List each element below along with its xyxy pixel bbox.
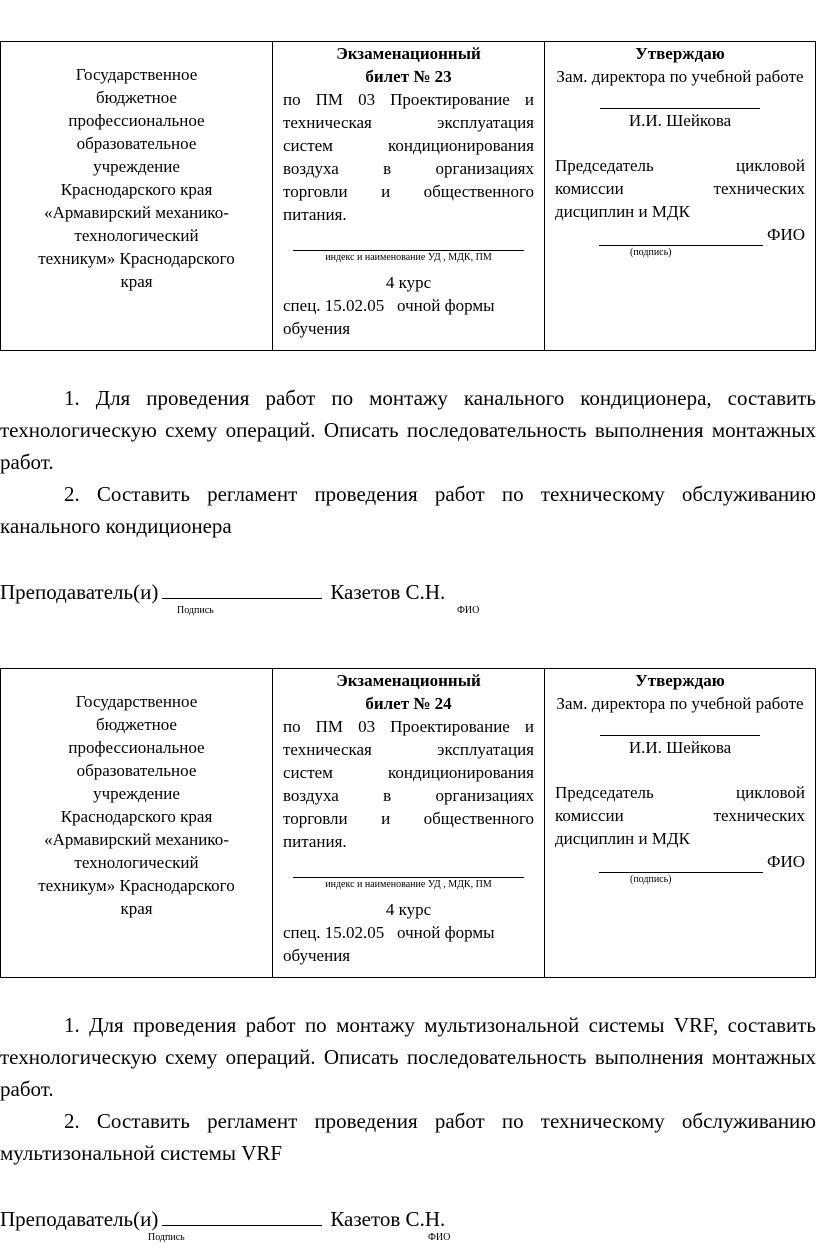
subject-line: торговли и общественного (283, 182, 534, 201)
subject-line: систем кондиционирования (283, 763, 534, 782)
director-name: И.И. Шейкова (628, 111, 732, 130)
signature-caption: (подпись) (630, 247, 672, 258)
institution-line: «Армавирский механико- (44, 830, 229, 849)
subject-line: техническая эксплуатация (283, 740, 534, 759)
ticket-header-table (0, 668, 816, 978)
subject-line: по ПМ 03 Проектирование и (283, 90, 534, 109)
subject-line: воздуха в организациях (283, 159, 534, 178)
teacher-row (0, 578, 816, 604)
subject-line: питания. (283, 205, 347, 224)
director-signature-line (600, 725, 760, 736)
institution-cell (1, 42, 273, 351)
institution-line: бюджетное (96, 715, 177, 734)
signature-caption: (подпись) (630, 874, 672, 885)
chair-fio-row (555, 850, 805, 873)
institution-line: образовательное (76, 761, 197, 780)
chair-fio-row (555, 223, 805, 246)
approval-cell (545, 42, 816, 351)
institution-line: Краснодарского края (60, 807, 213, 826)
fio-caption: ФИО (457, 605, 480, 616)
institution-cell (1, 669, 273, 978)
chair-line: дисциплин и МДК (555, 829, 690, 848)
index-caption: индекс и наименование УД , МДК, ПМ (325, 879, 492, 890)
task-2: 2. Составить регламент проведения работ по техническому обслуживанию канального кондиционера (0, 482, 816, 538)
subject-line: торговли и общественного (283, 809, 534, 828)
chair-line: Председатель цикловой (555, 783, 805, 802)
teacher-signature-line (162, 1205, 322, 1226)
fio-caption: ФИО (428, 1232, 451, 1243)
course: 4 курс (385, 900, 432, 919)
institution-line: Государственное (75, 65, 198, 84)
tasks (0, 382, 816, 542)
specialty-last: обучения (283, 946, 351, 965)
chair-line: комиссии технических (555, 806, 805, 825)
ticket-title: Экзаменационный (336, 671, 481, 690)
teacher-label: Преподаватель(и) (0, 1207, 159, 1231)
course: 4 курс (385, 273, 432, 292)
institution-line: края (120, 272, 153, 291)
specialty: спец. 15.02.05 очной формы (283, 923, 495, 942)
chair-line: Председатель цикловой (555, 156, 805, 175)
subject-line: техническая эксплуатация (283, 113, 534, 132)
ticket-number: билет № 24 (365, 694, 452, 713)
institution-line: техникум» Краснодарского (38, 249, 235, 268)
institution-line: технологический (74, 853, 199, 872)
institution-line: учреждение (93, 157, 180, 176)
approve-title: Утверждаю (635, 44, 725, 63)
specialty-last: обучения (283, 319, 351, 338)
ticket-info-cell (273, 42, 545, 351)
teacher-name: Казетов С.Н. (330, 580, 446, 604)
ticket-number: билет № 23 (365, 67, 452, 86)
approve-role: Зам. директора по учебной работе (556, 694, 804, 713)
subject-line: по ПМ 03 Проектирование и (283, 717, 534, 736)
index-caption: индекс и наименование УД , МДК, ПМ (325, 252, 492, 263)
institution-line: учреждение (93, 784, 180, 803)
chair-signature-line (599, 858, 763, 873)
institution-line: профессиональное (68, 111, 205, 130)
subject-line: воздуха в организациях (283, 786, 534, 805)
institution-line: «Армавирский механико- (44, 203, 229, 222)
institution-line: Государственное (75, 692, 198, 711)
institution-line: края (120, 899, 153, 918)
subject-line: питания. (283, 832, 347, 851)
index-underline (293, 863, 524, 878)
chair-line: комиссии технических (555, 179, 805, 198)
institution-line: Краснодарского края (60, 180, 213, 199)
ticket-info-cell (273, 669, 545, 978)
chair-signature-line (599, 231, 763, 246)
subject-line: систем кондиционирования (283, 136, 534, 155)
sign-caption: Подпись (177, 605, 214, 616)
institution-line: бюджетное (96, 88, 177, 107)
teacher-signature-line (162, 578, 322, 599)
tasks (0, 1009, 816, 1169)
chair-line: дисциплин и МДК (555, 202, 690, 221)
director-name: И.И. Шейкова (628, 738, 732, 757)
ticket-header-table (0, 41, 816, 351)
index-underline (293, 236, 524, 251)
approval-cell (545, 669, 816, 978)
institution-line: техникум» Краснодарского (38, 876, 235, 895)
fio-label: ФИО (767, 225, 805, 244)
teacher-name: Казетов С.Н. (330, 1207, 446, 1231)
institution-line: образовательное (76, 134, 197, 153)
specialty: спец. 15.02.05 очной формы (283, 296, 495, 315)
approve-role: Зам. директора по учебной работе (556, 67, 804, 86)
director-signature-line (600, 98, 760, 109)
approve-title: Утверждаю (635, 671, 725, 690)
institution-line: профессиональное (68, 738, 205, 757)
sign-caption: Подпись (148, 1232, 185, 1243)
teacher-row (0, 1205, 816, 1231)
fio-label: ФИО (767, 852, 805, 871)
ticket-title: Экзаменационный (336, 44, 481, 63)
task-2: 2. Составить регламент проведения работ по техническому обслуживанию мультизональной системы VRF (0, 1109, 816, 1165)
task-1: 1. Для проведения работ по монтажу канального кондиционера, составить технологическую схему операций. Описать последовательность выполнения монтажных работ. (0, 386, 816, 474)
teacher-label: Преподаватель(и) (0, 580, 159, 604)
task-1: 1. Для проведения работ по монтажу мультизональной системы VRF, составить технологическую схему операций. Описать последовательность выполнения монтажных работ. (0, 1013, 816, 1101)
institution-line: технологический (74, 226, 199, 245)
